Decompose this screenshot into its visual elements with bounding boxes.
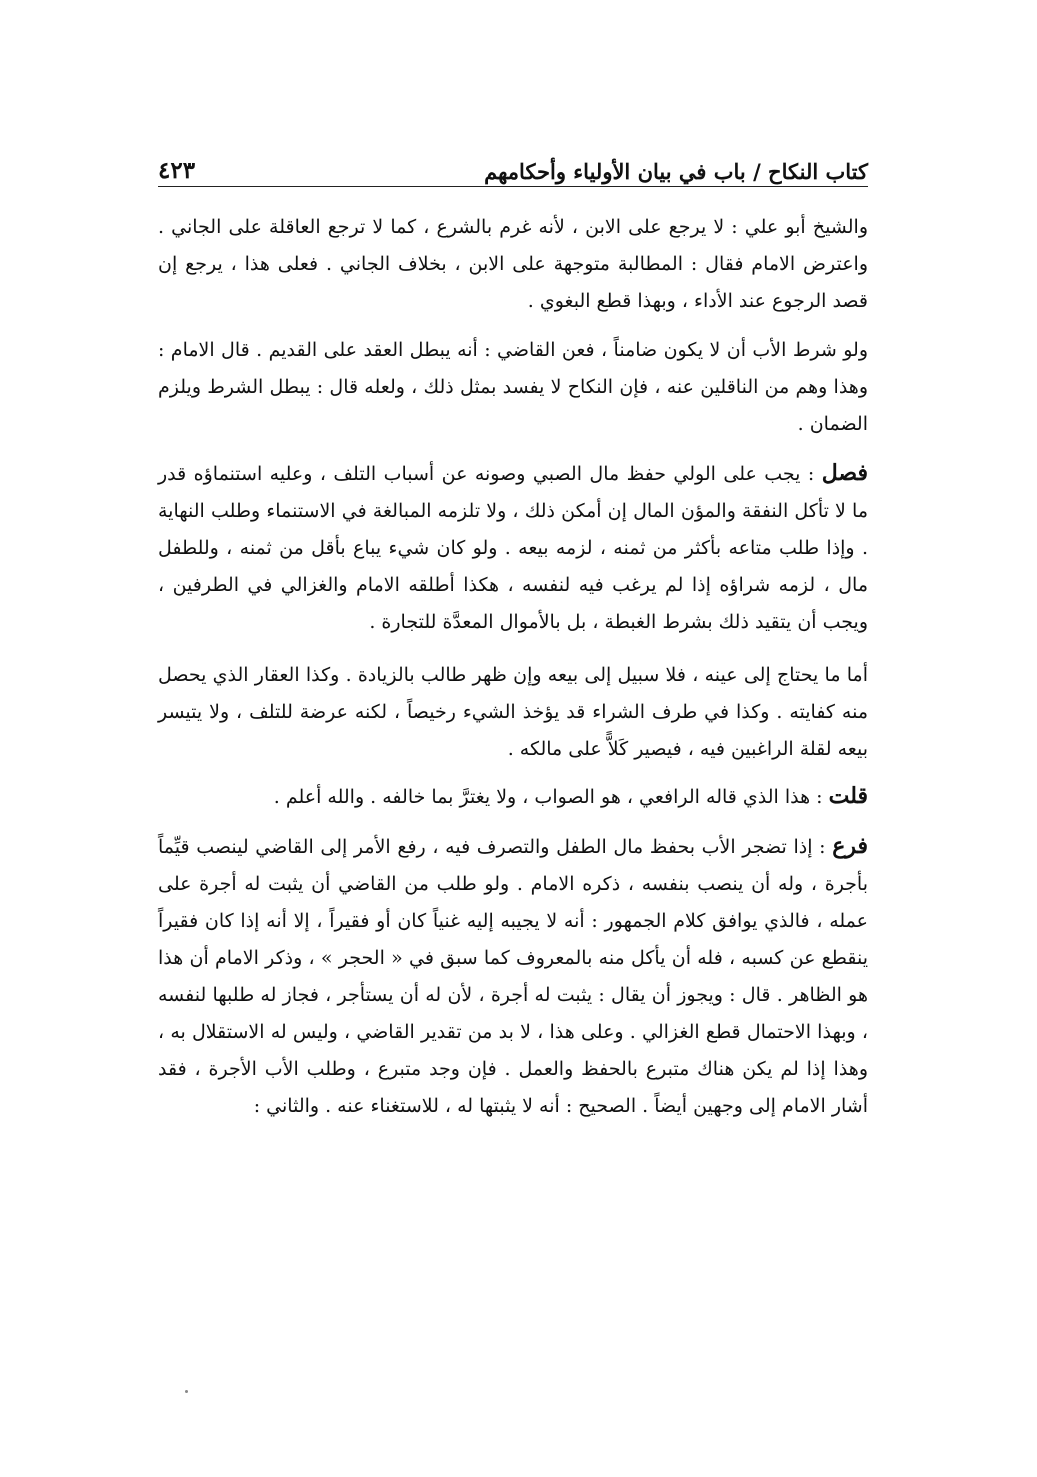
paragraph-4: أما ما يحتاج إلى عينه ، فلا سبيل إلى بيعه وإن ظهر طالب بالزيادة . وكذا العقار الذي يحصل منه كفايته . وكذا في طرف الشراء قد يؤخذ الشيء رخيصاً ، لكنه عرضة للتلف ، ولا يتيسر بيعه لقلة الراغبين فيه ، فيصير كَلاًّ على مالكه . bbox=[158, 664, 868, 760]
book-page bbox=[158, 138, 868, 1368]
paragraph-1: والشيخ أبو علي : لا يرجع على الابن ، لأنه غرم بالشرع ، كما لا ترجع العاقلة على الجاني . واعترض الامام فقال : المطالبة متوجهة على الابن ، بخلاف الجاني . فعلى هذا ، يرجع إن قصد الرجوع عند الأداء ، وبهذا قطع البغوي . bbox=[158, 216, 868, 312]
paragraph-5 bbox=[158, 778, 868, 816]
running-title: كتاب النكاح / باب في بيان الأولياء وأحكامهم bbox=[484, 159, 868, 184]
paragraph-2: ولو شرط الأب أن لا يكون ضامناً ، فعن القاضي : أنه يبطل العقد على القديم . قال الامام : وهذا وهم من الناقلين عنه ، فإن النكاح لا يفسد بمثل ذلك ، ولعله قال : يبطل الشرط ويلزم الضمان . bbox=[158, 339, 869, 435]
paragraph-3 bbox=[158, 455, 868, 641]
page-number: ٤٢٣ bbox=[158, 157, 196, 184]
branch-heading-far: فرع bbox=[832, 833, 868, 859]
scan-speck bbox=[185, 1390, 188, 1393]
section-heading-fasl: فصل bbox=[821, 460, 868, 486]
paragraph-3-text: : يجب على الولي حفظ مال الصبي وصونه عن أسباب التلف ، وعليه استنماؤه قدر ما لا تأكل النفقة والمؤن المال إن أمكن ذلك ، ولا تلزمه المبالغة في الاستنماء وطلب النهاية . وإذا طلب متاعه بأكثر من ثمنه ، لزمه بيعه . ولو كان شيء يباع بأقل من ثمنه ، وللطفل مال ، لزمه شراؤه إذا لم يرغب فيه لنفسه ، هكذا أطلقه الامام والغزالي في الطرفين ، ويجب أن يتقيد ذلك بشرط الغبطة ، بل بالأموال المعدَّة للتجارة . bbox=[158, 463, 868, 633]
note-heading-qult: قلت bbox=[828, 783, 868, 809]
paragraph-5-text: : هذا الذي قاله الرافعي ، هو الصواب ، ولا يغترَّ بما خالفه . والله أعلم . bbox=[273, 786, 829, 808]
running-head bbox=[158, 138, 868, 187]
paragraph-6-text: : إذا تضجر الأب بحفظ مال الطفل والتصرف فيه ، رفع الأمر إلى القاضي لينصب قيِّماً بأجرة ، وله أن ينصب بنفسه ، ذكره الامام . ولو طلب من القاضي أن يثبت له أجرة على عمله ، فالذي يوافق كلام الجمهور : أنه لا يجيبه إليه غنياً كان أو فقيراً ، إلا أنه إذا كان فقيراً ينقطع عن كسبه ، فله أن يأكل منه بالمعروف كما سبق في « الحجر » ، وذكر الامام أن هذا هو الظاهر . قال : ويجوز أن يقال : يثبت له أجرة ، لأن له أن يستأجر ، فجاز له طلبها لنفسه ، وبهذا الاحتمال قطع الغزالي . وعلى هذا ، لا بد من تقدير القاضي ، وليس له الاستقلال به ، وهذا إذا لم يكن هناك متبرع بالحفظ والعمل . فإن وجد متبرع ، وطلب الأب الأجرة ، فقد أشار الامام إلى وجهين أيضاً . الصحيح : أنه لا يثبتها له ، للاستغناء عنه . والثاني : bbox=[158, 836, 869, 1117]
paragraph-6 bbox=[158, 828, 868, 1125]
